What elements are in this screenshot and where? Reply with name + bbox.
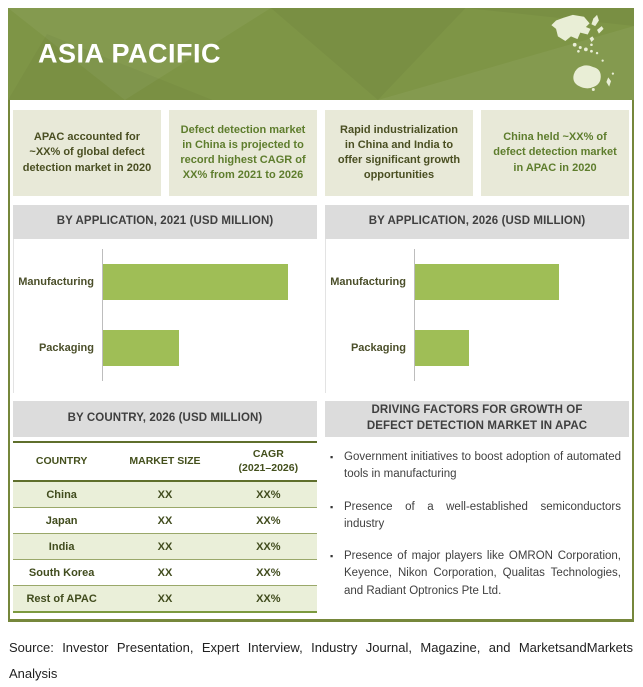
application-charts-row (12, 205, 630, 393)
bar-2021-packaging (103, 330, 179, 366)
chart-panel-2021 (13, 205, 317, 393)
driving-factors-list (325, 437, 629, 600)
bullet-square-icon: ▪ (330, 551, 334, 561)
highlight-box-apac-share: APAC accounted for ~XX% of global defect detection market in 2020 (13, 110, 161, 196)
category-label-manufacturing: Manufacturing (18, 276, 94, 288)
driving-factors-panel (325, 401, 629, 615)
table-row-rest-of-apac: Rest of APAC XX XX% (13, 586, 317, 613)
column-header-market-size: MARKET SIZE (129, 454, 201, 467)
category-label-packaging: Packaging (350, 342, 406, 354)
infographic-body (8, 100, 634, 622)
chart-2026-plot-area (414, 249, 629, 381)
highlight-box-china-cagr: Defect detection market in China is projected to record highest CAGR of XX% from 2021 to 2026 (169, 110, 317, 196)
bar-2026-packaging (415, 330, 469, 366)
country-table-title: BY COUNTRY, 2026 (USD MILLION) (13, 401, 317, 437)
list-item: ▪ Presence of a well-established semiconductors industry (330, 499, 621, 534)
list-item: ▪ Presence of major players like OMRON Corporation, Keyence, Nikon Corporation, Qualitas Technologies, and Radiant Optronics Pte Ltd. (330, 548, 621, 600)
chart-2026-title: BY APPLICATION, 2026 (USD MILLION) (325, 205, 629, 239)
bar-2026-manufacturing (415, 264, 559, 300)
country-table-header-row (13, 441, 317, 482)
country-table-panel (13, 401, 317, 615)
table-row-south-korea: South Korea XX XX% (13, 560, 317, 586)
category-label-packaging: Packaging (38, 342, 94, 354)
bar-chart-2021 (13, 239, 317, 393)
table-row-china: China XX XX% (13, 482, 317, 508)
table-row-india: India XX XX% (13, 534, 317, 560)
region-banner (8, 8, 634, 100)
page-title: ASIA PACIFIC (38, 38, 222, 69)
list-item: ▪ Government initiatives to boost adoption of automated tools in manufacturing (330, 449, 621, 484)
chart-2021-category-labels (14, 249, 102, 381)
country-table (13, 441, 317, 613)
category-label-manufacturing: Manufacturing (330, 276, 406, 288)
highlight-box-industrialization: Rapid industrialization in China and India to offer significant growth opportunities (325, 110, 473, 196)
bar-2021-manufacturing (103, 264, 288, 300)
highlight-box-china-share: China held ~XX% of defect detection market in APAC in 2020 (481, 110, 629, 196)
chart-2021-plot-area (102, 249, 317, 381)
chart-2026-category-labels (326, 249, 414, 381)
bottom-row (12, 401, 630, 615)
column-header-cagr: CAGR (2021–2026) (238, 448, 299, 474)
bullet-square-icon: ▪ (330, 501, 334, 512)
bar-chart-2026 (325, 239, 629, 393)
driving-factors-title: DRIVING FACTORS FOR GROWTH OF DEFECT DETECTION MARKET IN APAC (325, 401, 629, 437)
chart-panel-2026 (325, 205, 629, 393)
bullet-square-icon: ▪ (330, 452, 334, 462)
highlight-boxes-row (12, 110, 630, 196)
table-row-japan: Japan XX XX% (13, 508, 317, 534)
asia-pacific-map-icon (546, 14, 622, 96)
column-header-country: COUNTRY (35, 454, 88, 467)
source-note: Source: Investor Presentation, Expert Interview, Industry Journal, Magazine, and MarketsandMarkets Analysis (9, 639, 633, 681)
chart-2021-title: BY APPLICATION, 2021 (USD MILLION) (13, 205, 317, 239)
